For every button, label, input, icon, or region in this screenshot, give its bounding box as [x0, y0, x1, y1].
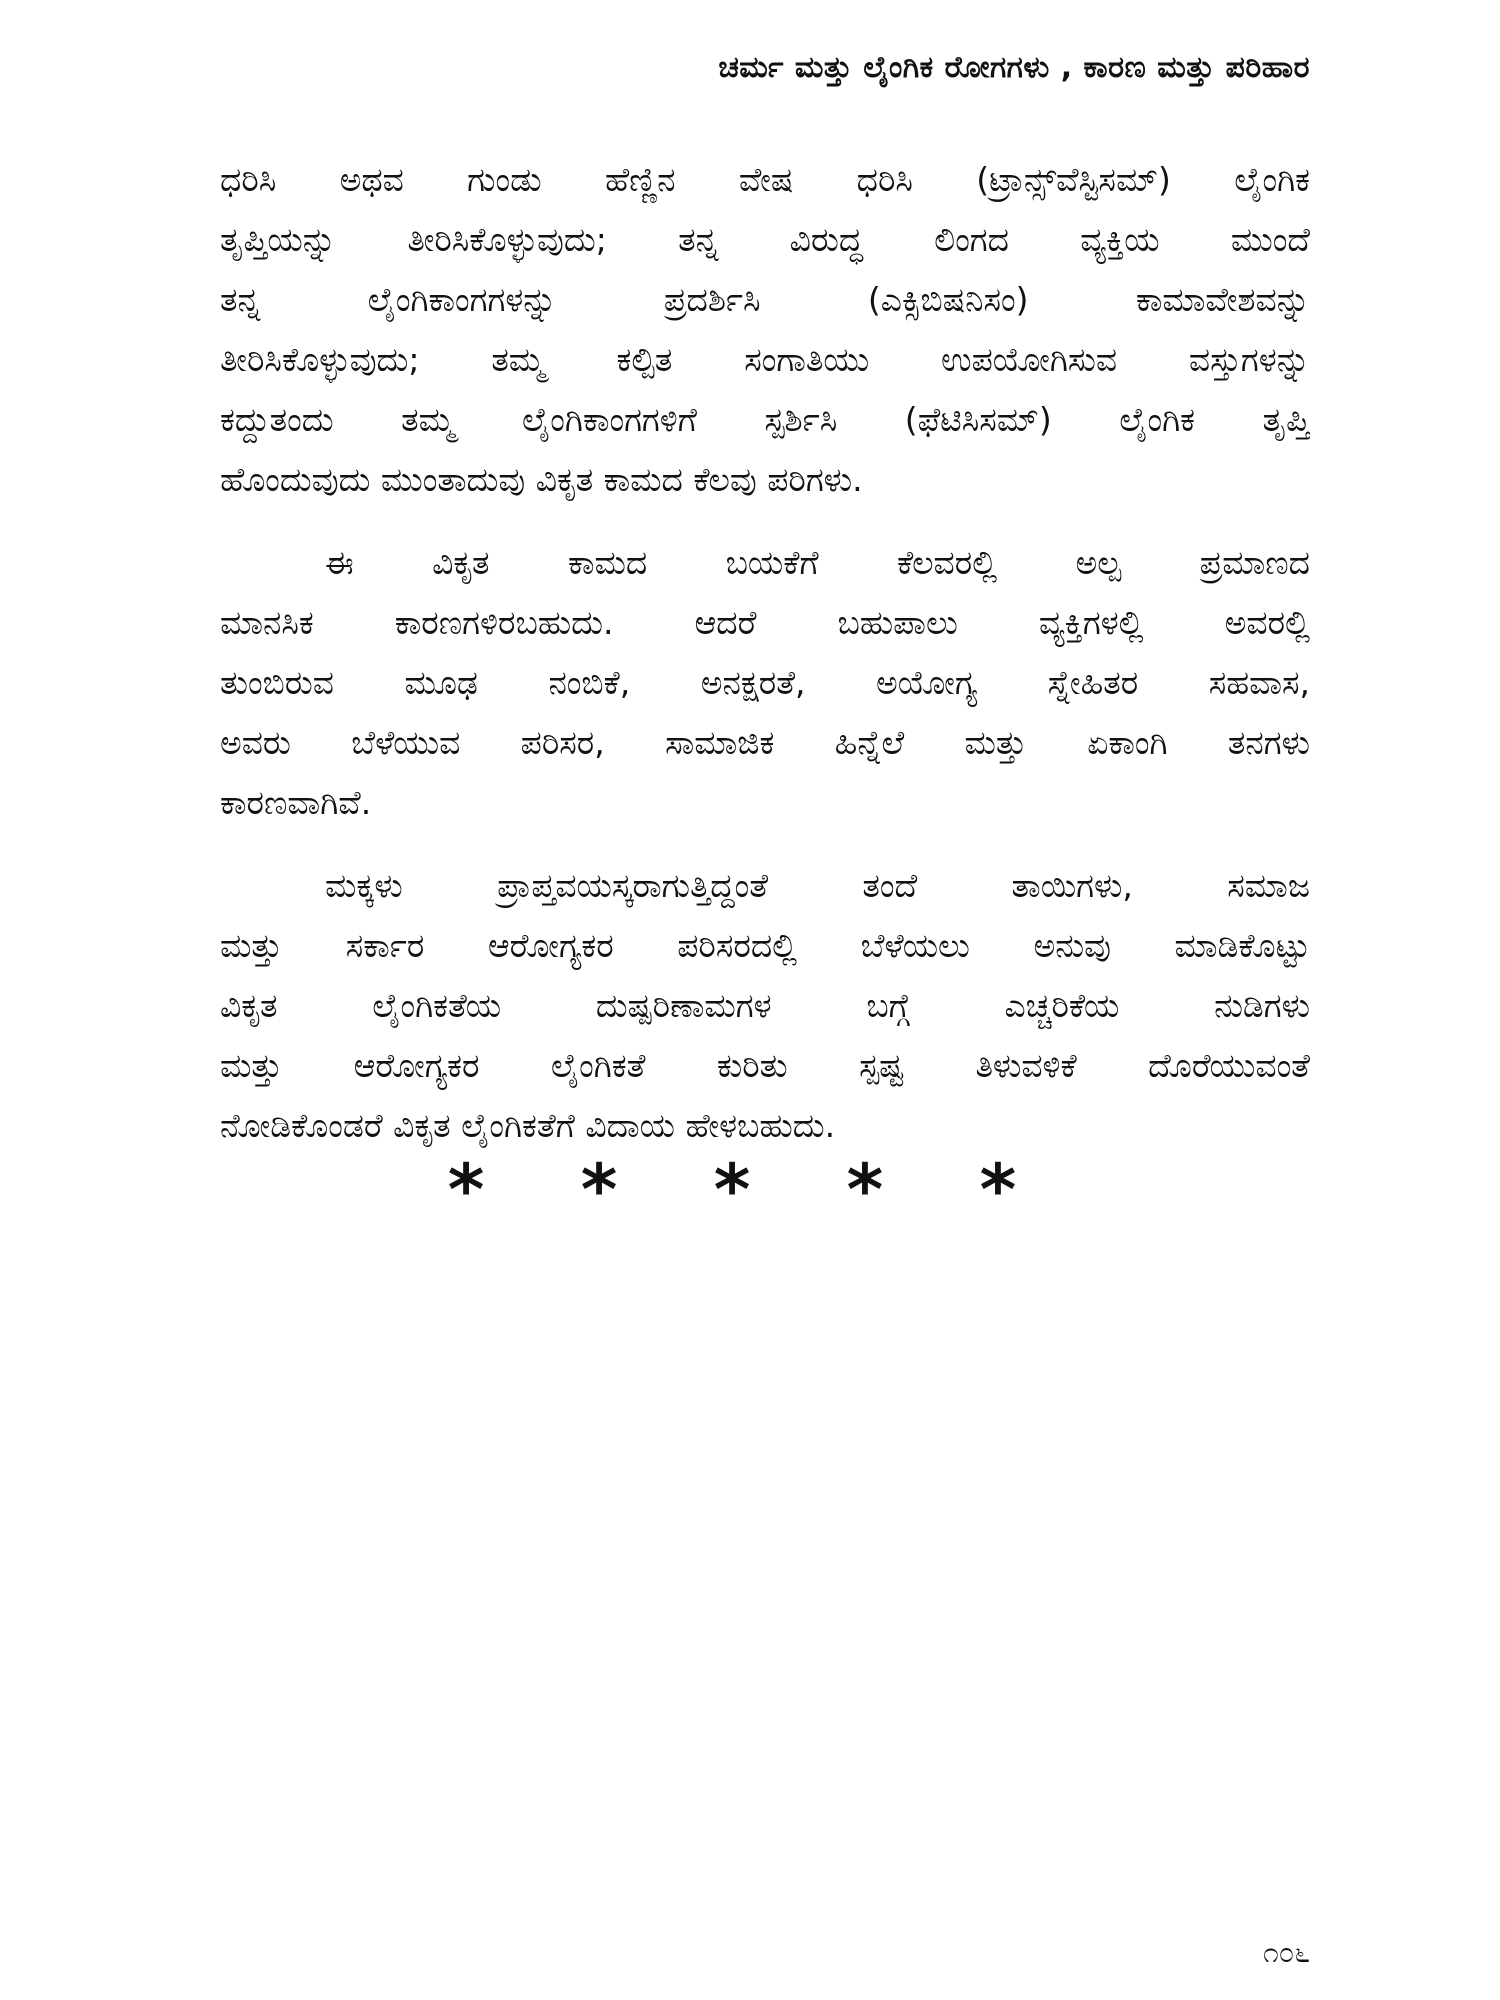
text-line: ಮಾನಸಿಕ ಕಾರಣಗಳಿರಬಹುದು. ಆದರೆ ಬಹುಪಾಲು ವ್ಯಕ್ತಿಗಳಲ್ಲಿ ಅವರಲ್ಲಿ [220, 603, 1310, 642]
body-text [220, 150, 1310, 1156]
text-line: ನೋಡಿಕೊಂಡರೆ ವಿಕೃತ ಲೈಂಗಿಕತೆಗೆ ವಿದಾಯ ಹೇಳಬಹುದು. [220, 1106, 836, 1145]
text-line: ವಿಕೃತ ಲೈಂಗಿಕತೆಯ ದುಷ್ಪರಿಣಾಮಗಳ ಬಗ್ಗೆ ಎಚ್ಚರಿಕೆಯ ನುಡಿಗಳು [220, 986, 1310, 1025]
paragraph [220, 856, 1310, 1156]
text-line: ಮತ್ತು ಸರ್ಕಾರ ಆರೋಗ್ಯಕರ ಪರಿಸರದಲ್ಲಿ ಬೆಳೆಯಲು ಅನುವು ಮಾಡಿಕೊಟ್ಟು [220, 926, 1310, 965]
text-line: ಮತ್ತು ಆರೋಗ್ಯಕರ ಲೈಂಗಿಕತೆ ಕುರಿತು ಸ್ಪಷ್ಟ ತಿಳುವಳಿಕೆ ದೊರೆಯುವಂತೆ [220, 1046, 1310, 1085]
text-line: ತನ್ನ ಲೈಂಗಿಕಾಂಗಗಳನ್ನು ಪ್ರದರ್ಶಿಸಿ (ಎಕ್ಸಿಬಿಷನಿಸಂ) ಕಾಮಾವೇಶವನ್ನು [220, 280, 1310, 319]
paragraph [220, 533, 1310, 833]
text-line: ತುಂಬಿರುವ ಮೂಢ ನಂಬಿಕೆ, ಅನಕ್ಷರತೆ, ಅಯೋಗ್ಯ ಸ್ನೇಹಿತರ ಸಹವಾಸ, [220, 663, 1310, 702]
running-header: ಚರ್ಮ ಮತ್ತು ಲೈಂಗಿಕ ರೋಗಗಳು , ಕಾರಣ ಮತ್ತು ಪರಿಹಾರ [718, 50, 1310, 85]
page-number: ೧೦೬ [1262, 1936, 1310, 1969]
text-line: ತೃಪ್ತಿಯನ್ನು ತೀರಿಸಿಕೊಳ್ಳುವುದು; ತನ್ನ ವಿರುದ್ಧ ಲಿಂಗದ ವ್ಯಕ್ತಿಯ ಮುಂದೆ [220, 220, 1310, 259]
text-line: ಅವರು ಬೆಳೆಯುವ ಪರಿಸರ, ಸಾಮಾಜಿಕ ಹಿನ್ನೆಲೆ ಮತ್ತು ಏಕಾಂಗಿ ತನಗಳು [220, 723, 1310, 762]
section-separator: * * * * * [447, 1149, 1053, 1231]
text-line: ಕದ್ದುತಂದು ತಮ್ಮ ಲೈಂಗಿಕಾಂಗಗಳಿಗೆ ಸ್ಪರ್ಶಿಸಿ (ಫೆಟಿಸಿಸಮ್) ಲೈಂಗಿಕ ತೃಪ್ತಿ [220, 400, 1310, 439]
text-line: ಈ ವಿಕೃತ ಕಾಮದ ಬಯಕೆಗೆ ಕೆಲವರಲ್ಲಿ ಅಲ್ಪ ಪ್ರಮಾಣದ [325, 543, 1310, 582]
text-line: ಹೊಂದುವುದು ಮುಂತಾದುವು ವಿಕೃತ ಕಾಮದ ಕೆಲವು ಪರಿಗಳು. [220, 460, 863, 499]
text-line: ಧರಿಸಿ ಅಥವ ಗುಂಡು ಹೆಣ್ಣಿನ ವೇಷ ಧರಿಸಿ (ಟ್ರಾನ್ಸ್‌ವೆಸ್ಟಿಸಮ್) ಲೈಂಗಿಕ [220, 160, 1310, 199]
paragraph [220, 150, 1310, 510]
text-line: ಕಾರಣವಾಗಿವೆ. [220, 783, 372, 822]
text-line: ಮಕ್ಕಳು ಪ್ರಾಪ್ತವಯಸ್ಕರಾಗುತ್ತಿದ್ದಂತೆ ತಂದೆ ತಾಯಿಗಳು, ಸಮಾಜ [325, 866, 1310, 905]
text-line: ತೀರಿಸಿಕೊಳ್ಳುವುದು; ತಮ್ಮ ಕಲ್ಪಿತ ಸಂಗಾತಿಯು ಉಪಯೋಗಿಸುವ ವಸ್ತುಗಳನ್ನು [220, 340, 1310, 379]
